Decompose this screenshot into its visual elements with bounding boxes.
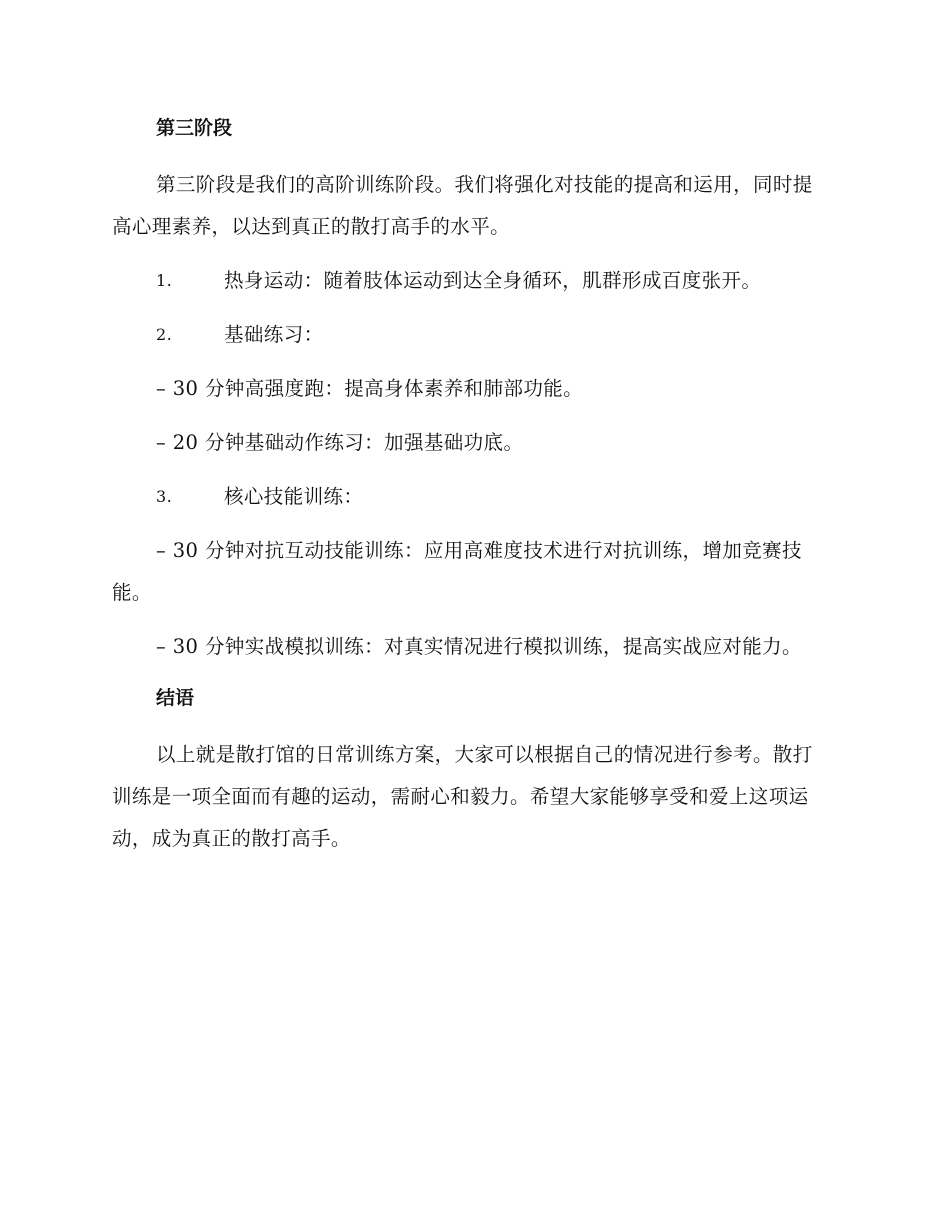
sub-item-running: – 30 分钟高强度跑：提高身体素养和肺部功能。 [156, 377, 584, 400]
sub-item-simulation: – 30 分钟实战模拟训练：对真实情况进行模拟训练，提高实战应对能力。 [156, 635, 802, 658]
list-item-warmup [112, 260, 832, 302]
list-number: 3. [156, 487, 173, 506]
sub-item-sparring: – 30 分钟对抗互动技能训练：应用高难度技术进行对抗训练，增加竞赛技能。 [112, 539, 802, 604]
list-text: 热身运动：随着肢体运动到达全身循环，肌群形成百度张开。 [224, 269, 762, 292]
list-number: 2. [156, 325, 173, 344]
document-content [112, 110, 832, 872]
list-item-core-skills [112, 476, 832, 518]
list-text: 基础练习： [224, 323, 324, 346]
list-text: 核心技能训练： [224, 485, 364, 508]
list-item-basic-practice [112, 314, 832, 356]
section-heading-stage3: 第三阶段 [156, 117, 233, 139]
section-intro-paragraph: 第三阶段是我们的高阶训练阶段。我们将强化对技能的提高和运用，同时提高心理素养，以达到真正的散打高手的水平。 [112, 173, 813, 238]
sub-item-basic-moves: – 20 分钟基础动作练习：加强基础功底。 [156, 431, 524, 454]
conclusion-paragraph: 以上就是散打馆的日常训练方案，大家可以根据自己的情况进行参考。散打训练是一项全面而有趣的运动，需耐心和毅力。希望大家能够享受和爱上这项运动，成为真正的散打高手。 [112, 743, 813, 850]
list-number: 1. [156, 271, 173, 290]
section-heading-conclusion: 结语 [156, 687, 195, 709]
